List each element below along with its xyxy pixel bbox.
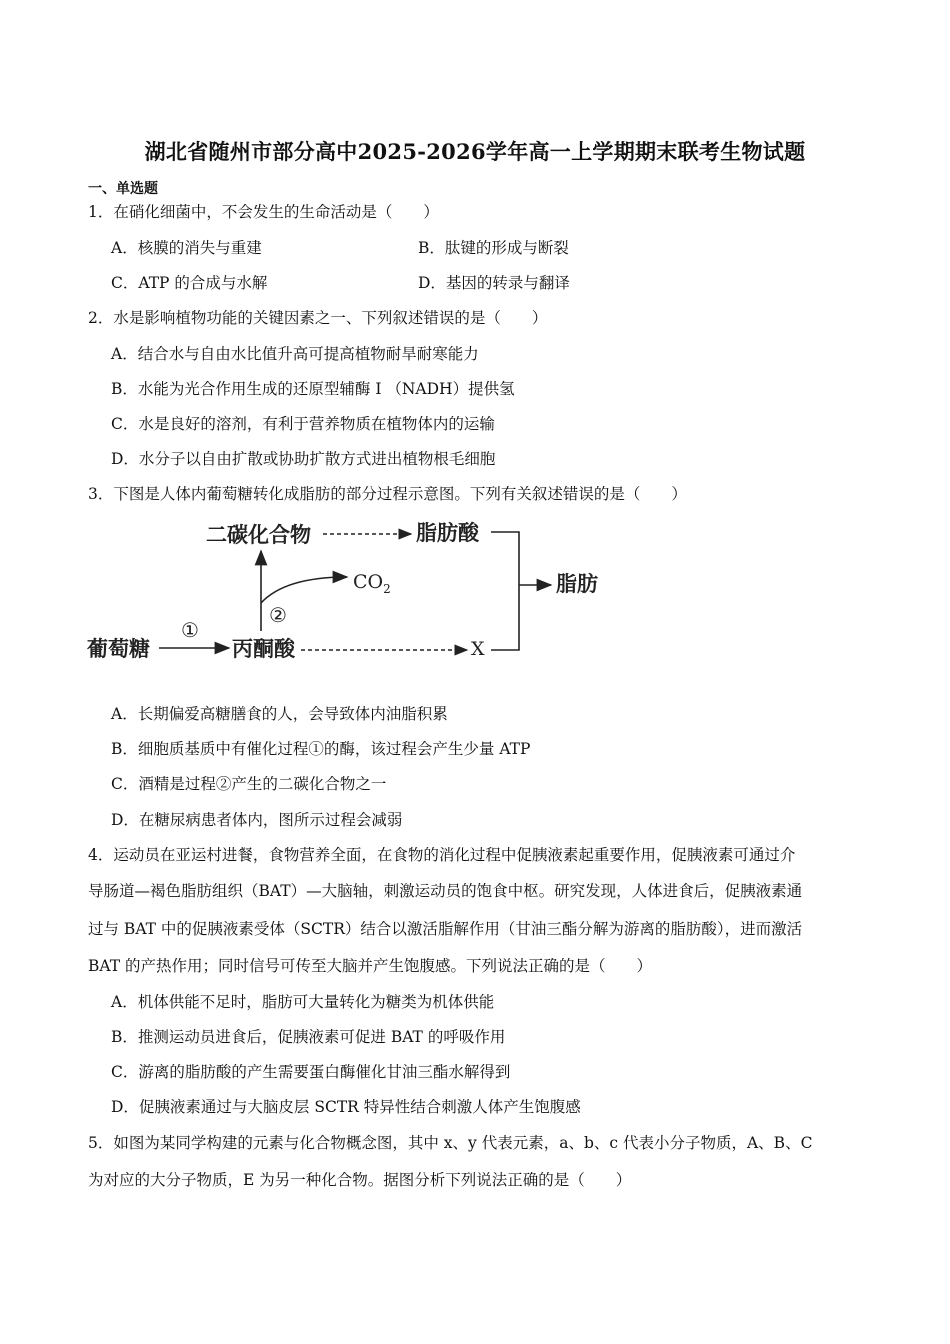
step-2-marker: ② xyxy=(269,603,287,627)
question-1-option-a: A．核膜的消失与重建 xyxy=(111,239,262,257)
x-label: X xyxy=(471,638,485,660)
question-2-stem: 2．水是影响植物功能的关键因素之一、下列叙述错误的是（ ） xyxy=(88,309,548,327)
question-2-option-d: D．水分子以自由扩散或协助扩散方式进出植物根毛细胞 xyxy=(111,450,496,468)
question-2-option-c: C．水是良好的溶剂，有利于营养物质在植物体内的运输 xyxy=(111,415,495,433)
glucose-to-fat-diagram xyxy=(85,515,615,685)
question-4-option-c: C．游离的脂肪酸的产生需要蛋白酶催化甘油三酯水解得到 xyxy=(111,1063,511,1081)
question-4-option-b: B．推测运动员进食后，促胰液素可促进 BAT 的呼吸作用 xyxy=(111,1028,506,1046)
question-2-option-a: A．结合水与自由水比值升高可提高植物耐旱耐寒能力 xyxy=(111,345,479,363)
fat-label: 脂肪 xyxy=(556,572,598,596)
question-3-stem: 3．下图是人体内葡萄糖转化成脂肪的部分过程示意图。下列有关叙述错误的是（ ） xyxy=(88,485,687,503)
question-1-option-d: D．基因的转录与翻译 xyxy=(418,274,570,292)
question-1-option-b: B．肽键的形成与断裂 xyxy=(418,239,569,257)
pyruvate-label: 丙酮酸 xyxy=(232,637,295,661)
question-3-option-d: D．在糖尿病患者体内，图所示过程会减弱 xyxy=(111,811,403,829)
question-5-line-1: 5．如图为某同学构建的元素与化合物概念图，其中 x、y 代表元素，a、b、c 代表小分子物质，A、B、C xyxy=(88,1134,813,1152)
two-carbon-compound-label: 二碳化合物 xyxy=(206,523,311,547)
arrow-to-co2 xyxy=(261,577,347,603)
fatty-acid-label: 脂肪酸 xyxy=(416,521,479,545)
question-4-option-a: A．机体供能不足时，脂肪可大量转化为糖类为机体供能 xyxy=(111,993,495,1011)
question-4-line-1: 4．运动员在亚运村进餐，食物营养全面，在食物的消化过程中促胰液素起重要作用，促胰液素可通过介 xyxy=(88,846,796,864)
question-4-line-4: BAT 的产热作用；同时信号可传至大脑并产生饱腹感。下列说法正确的是（ ） xyxy=(88,957,653,975)
co2-label: $CO_2$ xyxy=(353,571,391,596)
merge-bracket xyxy=(491,532,519,650)
step-1-marker: ① xyxy=(181,618,199,642)
question-3-option-a: A．长期偏爱高糖膳食的人，会导致体内油脂积累 xyxy=(111,705,448,723)
question-3-option-b: B．细胞质基质中有催化过程①的酶，该过程会产生少量 ATP xyxy=(111,740,531,758)
question-4-line-3: 过与 BAT 中的促胰液素受体（SCTR）结合以激活脂解作用（甘油三酯分解为游离的脂肪酸），进而激活 xyxy=(88,920,803,938)
question-3-option-c: C．酒精是过程②产生的二碳化合物之一 xyxy=(111,775,387,793)
question-1-stem: 1．在硝化细菌中，不会发生的生命活动是（ ） xyxy=(88,203,439,221)
question-2-option-b: B．水能为光合作用生成的还原型辅酶 I （NADH）提供氢 xyxy=(111,380,515,398)
page-title: 湖北省随州市部分高中2025-2026学年高一上学期期末联考生物试题 xyxy=(144,139,806,164)
question-4-option-d: D．促胰液素通过与大脑皮层 SCTR 特异性结合刺激人体产生饱腹感 xyxy=(111,1098,581,1116)
glucose-label: 葡萄糖 xyxy=(87,637,150,661)
question-5-line-2: 为对应的大分子物质，E 为另一种化合物。据图分析下列说法正确的是（ ） xyxy=(88,1171,632,1189)
section-heading: 一、单选题 xyxy=(88,181,158,197)
question-4-line-2: 导肠道—褐色脂肪组织（BAT）—大脑轴，刺激运动员的饱食中枢。研究发现，人体进食后，促胰液素通 xyxy=(88,882,803,900)
question-1-option-c: C．ATP 的合成与水解 xyxy=(111,274,268,292)
